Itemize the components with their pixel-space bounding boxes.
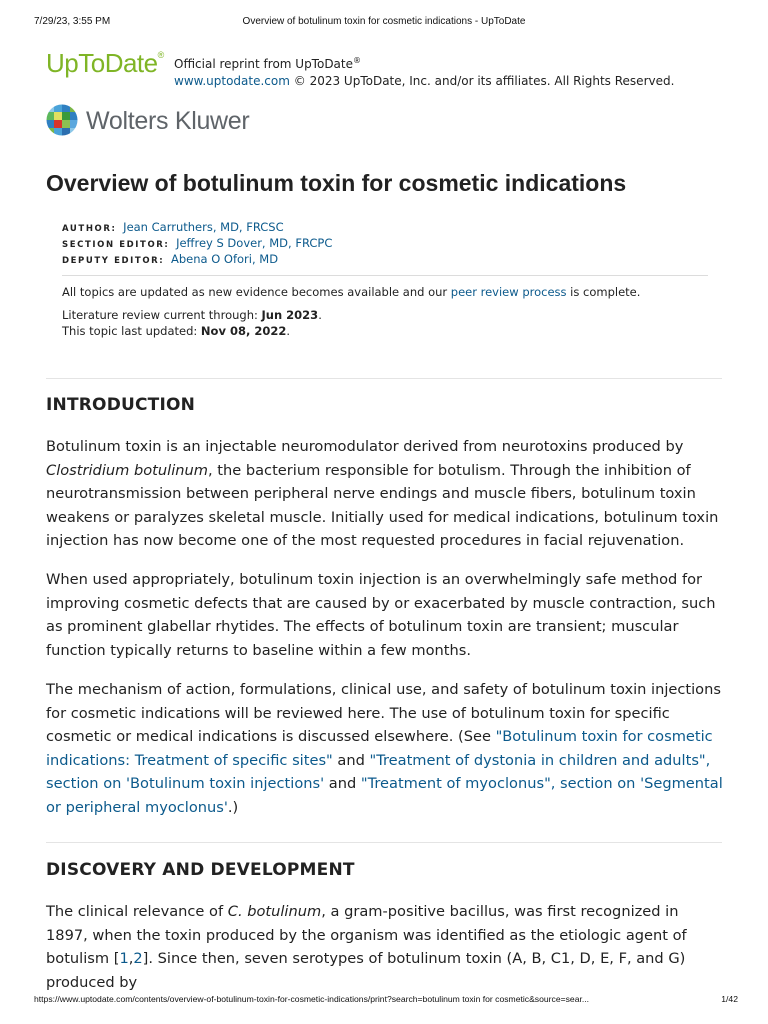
link-botulinum-specific-sites[interactable]: "Botulinum toxin for cosmetic indications: Treatment of specific sites" <box>46 728 713 769</box>
section-heading-discovery: DISCOVERY AND DEVELOPMENT <box>46 860 355 880</box>
last-updated-date: This topic last updated: Nov 08, 2022. <box>62 324 290 338</box>
uptodate-logo: UpToDate® <box>46 48 164 78</box>
review-dates <box>62 307 712 339</box>
wolters-kluwer-logo <box>46 104 306 136</box>
brand-header <box>46 48 726 94</box>
print-timestamp: 7/29/23, 3:55 PM <box>34 16 111 27</box>
publisher-name: Wolters Kluwer <box>86 107 250 135</box>
section-heading-introduction: INTRODUCTION <box>46 395 196 415</box>
print-header <box>34 16 734 30</box>
intro-paragraph-2: When used appropriately, botulinum toxin injection is an overwhelmingly safe method for improving cosmetic defects that are caused by or exacerbated by muscle contraction, such as prominent glabellar rhytides. The effects of botulinum toxin are transient; muscular function typically returns to baseline within a few months. <box>46 571 716 659</box>
contributor-role: SECTION EDITOR: <box>62 240 170 250</box>
contributor-author <box>62 219 712 235</box>
copyright-text: © 2023 UpToDate, Inc. and/or its affiliates. All Rights Reserved. <box>289 74 675 88</box>
page-title: Overview of botulinum toxin for cosmetic indications <box>46 170 627 196</box>
update-notice: All topics are updated as new evidence becomes available and our peer review process is complete. <box>62 285 641 299</box>
literature-review-date: Literature review current through: Jun 2023. <box>62 308 322 322</box>
section-divider <box>46 842 722 843</box>
reference-link-2[interactable]: 2 <box>133 950 143 968</box>
uptodate-site-link[interactable]: www.uptodate.com <box>174 74 290 88</box>
section-divider <box>46 378 722 379</box>
print-document-title: Overview of botulinum toxin for cosmetic indications - UpToDate <box>242 16 526 27</box>
print-url: https://www.uptodate.com/contents/overview-of-botulinum-toxin-for-cosmetic-indications/print?search=botulinum toxin for cosmetic&source=sear... <box>34 994 590 1004</box>
discovery-paragraph-1: The clinical relevance of C. botulinum, a gram-positive bacillus, was first recognized in 1897, when the toxin produced by the organism was identified as the etiologic agent of botulism [1,2]. Since then, seven serotypes of botulinum toxin (A, B, C1, D, E, F, and G) produced by <box>46 903 687 991</box>
wolters-kluwer-mark-icon <box>46 104 78 136</box>
contributor-name-link[interactable]: Abena O Ofori, MD <box>170 252 279 266</box>
link-treatment-myoclonus[interactable]: "Treatment of myoclonus", section on 'Segmental or peripheral myoclonus' <box>46 775 723 816</box>
contributor-name-link[interactable]: Jean Carruthers, MD, FRCSC <box>123 220 284 234</box>
contributor-role: DEPUTY EDITOR: <box>62 256 165 266</box>
contributor-name-link[interactable]: Jeffrey S Dover, MD, FRCPC <box>176 236 333 250</box>
contributor-section-editor <box>62 235 712 251</box>
reprint-notice: Official reprint from UpToDate® www.uptodate.com © 2023 UpToDate, Inc. and/or its affiliates. All Rights Reserved. <box>174 56 675 88</box>
link-treatment-dystonia[interactable]: "Treatment of dystonia in children and adults", section on 'Botulinum toxin injections' <box>46 751 711 793</box>
print-footer <box>34 994 738 1006</box>
meta-divider <box>62 275 708 276</box>
peer-review-link[interactable]: peer review process <box>450 285 567 299</box>
reprint-line: Official reprint from UpToDate <box>174 57 353 71</box>
intro-paragraph-1: Botulinum toxin is an injectable neuromodulator derived from neurotoxins produced by Clostridium botulinum, the bacterium responsible for botulism. Through the inhibition of neurotransmission between peripheral nerve endings and muscle fibers, botulinum toxin weakens or paralyzes skeletal muscle. Initially used for medical indications, botulinum toxin injection has now become one of the most requested procedures in facial rejuvenation. <box>46 438 719 550</box>
intro-paragraph-3: The mechanism of action, formulations, clinical use, and safety of botulinum toxin injections for cosmetic indications will be reviewed here. The use of botulinum toxin for specific cosmetic or medical indications is discussed elsewhere. (See "Botulinum toxin for cosmetic indications: Treatment of specific sites" and "Treatment of dystonia in children and adults", section on 'Botulinum toxin injections' and "Treatment of myoclonus", section on 'Segmental or peripheral myoclonus'.) <box>46 681 723 816</box>
contributor-role: AUTHOR: <box>62 224 117 234</box>
page-number: 1/42 <box>721 994 738 1004</box>
topic-meta <box>62 219 712 339</box>
contributor-deputy-editor <box>62 251 712 267</box>
reference-link-1[interactable]: 1 <box>119 950 129 968</box>
